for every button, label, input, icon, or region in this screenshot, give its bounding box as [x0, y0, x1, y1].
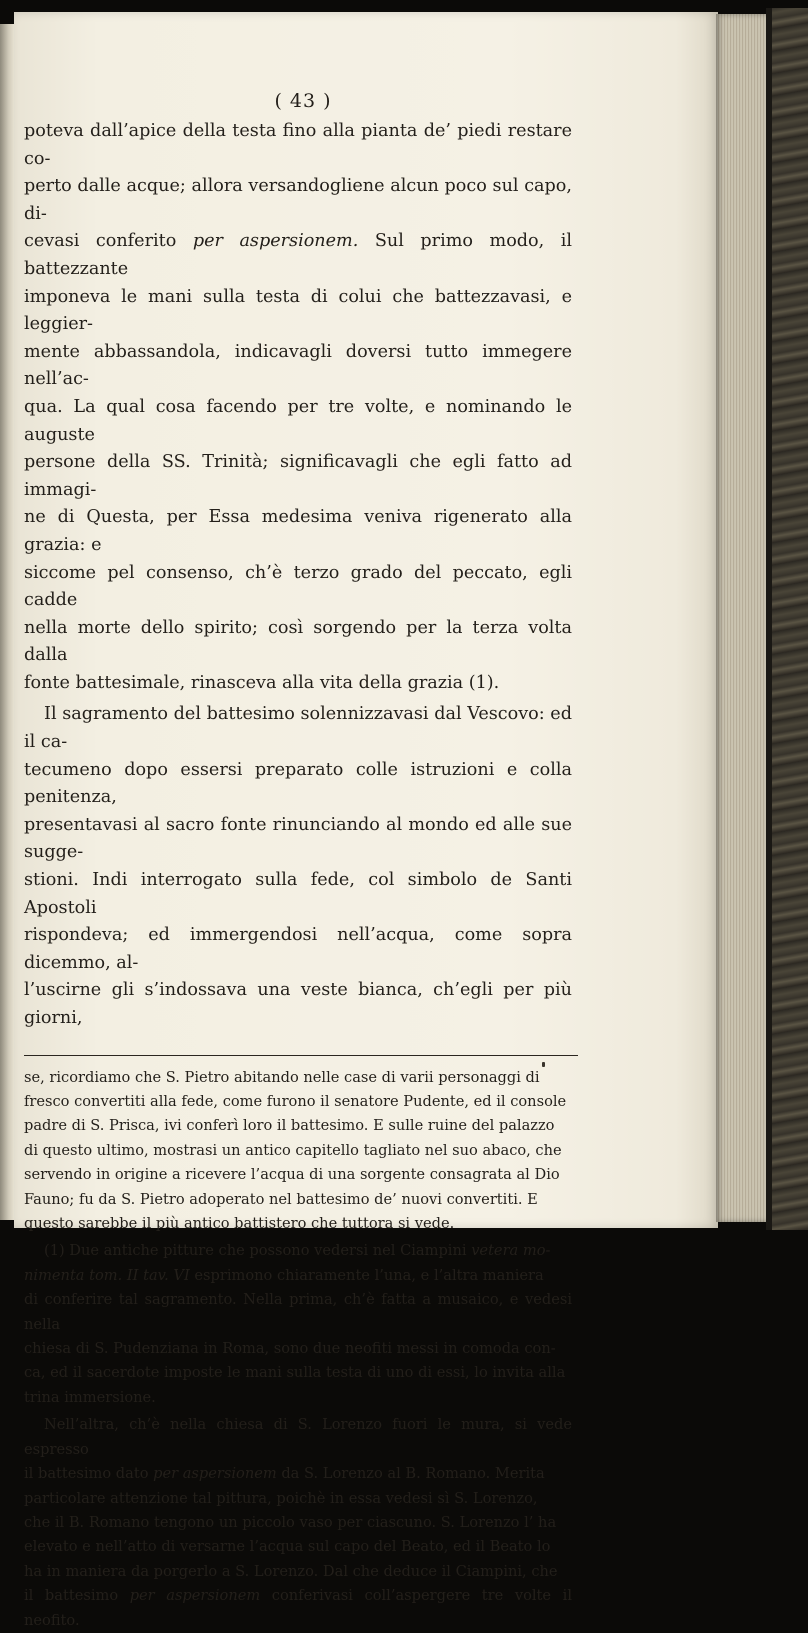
footnote-line: Nell’altra, ch’è nella chiesa di S. Lorenzo fuori le mura, si vede espresso — [24, 1416, 572, 1458]
text-line: presentavasi al sacro fonte rinunciando al mondo ed alle sue sugge- — [24, 814, 572, 863]
footnote-divider — [24, 1055, 578, 1056]
footnote-line: chiesa di S. Pudenziana in Roma, sono due neofiti messi in comoda con- — [24, 1340, 556, 1358]
footnote-line: ca, ed il sacerdote imposte le mani sulla testa di uno di essi, lo invita alla — [24, 1364, 566, 1382]
text-line: cevasi conferito per aspersionem. Sul primo modo, il battezzante — [24, 231, 573, 279]
text-line: ne di Questa, per Essa medesima veniva rigenerato alla grazia: e — [24, 507, 572, 555]
footnote-line: Fauno; fu da S. Pietro adoperato nel battesimo de’ nuovi convertiti. E — [24, 1190, 538, 1208]
text-line: rispondeva; ed immergendosi nell’acqua, come sopra dicemmo, al- — [24, 925, 572, 973]
page-number: ( 43 ) — [274, 90, 332, 112]
footnote-line: se, ricordiamo che S. Pietro abitando nelle case di varii personaggi di — [24, 1068, 540, 1086]
text-line: persone della SS. Trinità; significavagli che egli fatto ad immagi- — [24, 452, 572, 500]
previous-page-edge — [0, 24, 14, 1220]
footnote-line: questo sarebbe il più antico battistero che tuttora si vede. — [24, 1215, 455, 1233]
text-line: Il sagramento del battesimo solennizzavasi dal Vescovo: ed il ca- — [24, 704, 572, 753]
marbled-cover-edge — [766, 8, 808, 1230]
italic-phrase: per aspersionem — [129, 1587, 261, 1605]
page-stack-edge — [716, 14, 768, 1222]
italic-phrase: per aspersionem. — [192, 231, 359, 252]
footnote-line: padre di S. Prisca, ivi conferì loro il battesimo. E sulle ruine del palazzo — [24, 1117, 555, 1135]
footnote-line: ha in maniera da porgerlo a S. Lorenzo. Dal che deduce il Ciampini, che — [24, 1562, 558, 1580]
footnote-line: (1) Due antiche pitture che possono vedersi nel Ciampini vetera mo- — [44, 1242, 551, 1260]
footnote-line: nimenta tom. II tav. VI esprimono chiaramente l’una, e l’altra maniera — [24, 1266, 544, 1284]
text-line: perto dalle acque; allora versandogliene alcun poco sul capo, di- — [24, 176, 572, 224]
footnote-line: trina immersione. — [24, 1388, 156, 1406]
footnote-line: di conferire tal sagramento. Nella prima, ch’è fatta a musaico, e vedesi nella — [24, 1291, 572, 1333]
italic-phrase: nimenta tom. II tav. VI — [24, 1266, 190, 1284]
footnotes — [24, 1066, 572, 1633]
text-line: fonte battesimale, rinasceva alla vita della grazia (1). — [24, 672, 500, 693]
footnote-line: servendo in origine a ricevere l’acqua di una sorgente consagrata al Dio — [24, 1166, 560, 1184]
text-line: qua. La qual cosa facendo per tre volte, e nominando le auguste — [24, 396, 572, 445]
text-line: imponeva le mani sulla testa di colui che battezzavasi, e leggier- — [24, 286, 572, 335]
text-line: tecumeno dopo essersi preparato colle istruzioni e colla penitenza, — [24, 759, 572, 808]
text-line: stioni. Indi interrogato sulla fede, col simbolo de Santi Apostoli — [24, 870, 572, 918]
footnote-line: il battesimo per aspersionem conferivasi coll’aspergere tre volte il neofito. — [24, 1587, 572, 1629]
footnote-line: elevato e nell’atto di versarne l’acqua sul capo del Beato, ed il Beato lo — [24, 1538, 551, 1556]
footnote-line: che il B. Romano tengono un piccolo vaso per ciascuno. S. Lorenzo l’ ha — [24, 1513, 557, 1531]
italic-phrase: per aspersionem — [153, 1465, 277, 1483]
text-line: poteva dall’apice della testa fino alla pianta de’ piedi restare co- — [24, 121, 572, 169]
footnote-line: particolare attenzione tal pittura, poichè in essa vedesi sì S. Lorenzo, — [24, 1489, 538, 1507]
text-line: siccome pel consenso, ch’è terzo grado del peccato, egli cadde — [24, 562, 572, 611]
footnote-line: di questo ultimo, mostrasi un antico capitello tagliato nel suo abaco, che — [24, 1141, 562, 1159]
italic-phrase: vetera mo- — [471, 1242, 551, 1260]
text-line: l’uscirne gli s’indossava una veste bianca, ch’egli per più giorni, — [24, 980, 572, 1028]
footnote-line: fresco convertiti alla fede, come furono il senatore Pudente, ed il console — [24, 1093, 567, 1110]
main-text — [24, 118, 572, 1033]
text-line: mente abbassandola, indicavagli doversi tutto immegere nell’ac- — [24, 341, 572, 390]
ink-speck — [542, 1062, 545, 1067]
page-text — [24, 90, 572, 1633]
footnote-line: il battesimo dato per aspersionem da S. Lorenzo al B. Romano. Merita — [24, 1465, 545, 1483]
text-line: nella morte dello spirito; così sorgendo per la terza volta dalla — [24, 617, 572, 666]
